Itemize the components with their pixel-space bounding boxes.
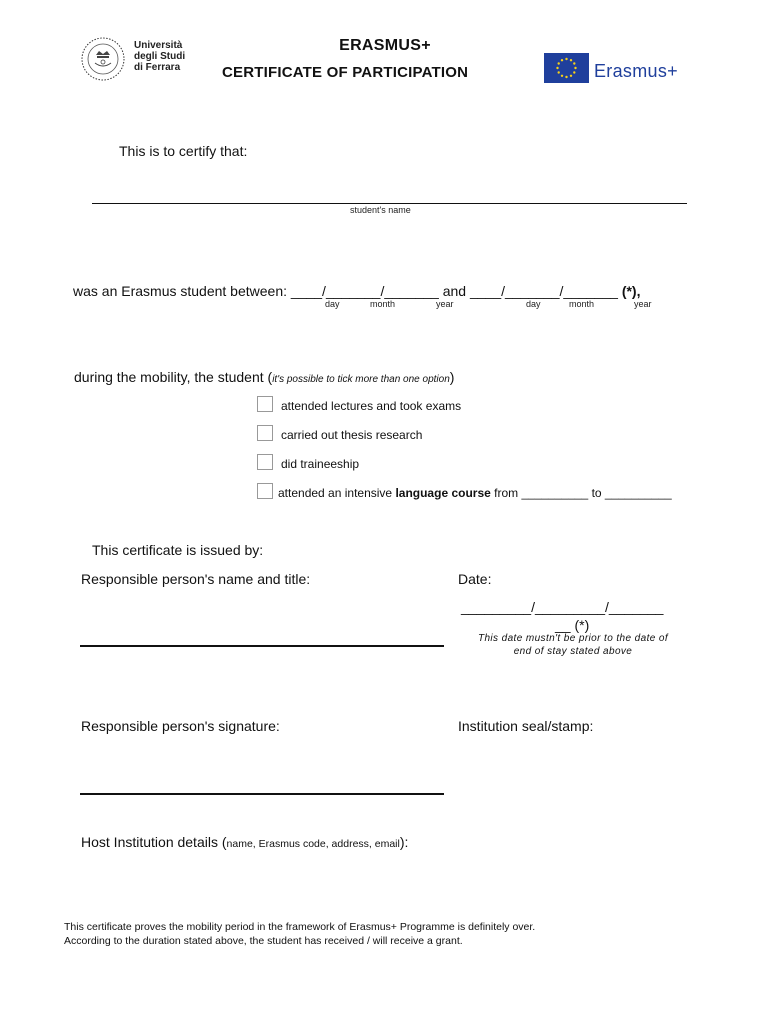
student-name-line[interactable]	[92, 203, 687, 204]
date-blank-end: __ (*)	[555, 617, 590, 633]
language-prefix: attended an intensive	[278, 486, 393, 500]
activities-hint: it's possible to tick more than one option	[272, 374, 450, 385]
issued-by: This certificate is issued by:	[92, 542, 264, 558]
host-institution-label	[81, 834, 408, 850]
host-lead: Host Institution details (	[81, 834, 227, 850]
signature-line[interactable]	[80, 793, 444, 795]
period-and: and	[442, 283, 467, 299]
name-title-line[interactable]	[80, 645, 444, 647]
from-year-label: year	[436, 299, 454, 309]
option-thesis-research: carried out thesis research	[281, 428, 423, 442]
to-day-label: day	[526, 299, 541, 309]
language-from-to[interactable]: from __________ to __________	[494, 486, 672, 500]
activities-lead	[74, 369, 454, 385]
date-note: This date mustn't be prior to the date of end of stay stated above	[477, 633, 669, 657]
option-traineeship: did traineeship	[281, 457, 360, 471]
activities-lead-text: during the mobility, the student (	[74, 369, 273, 385]
certify-intro: This is to certify that:	[119, 143, 248, 159]
university-name: Università degli Studi di Ferrara	[134, 40, 186, 73]
footer-line-2: According to the duration stated above, the student has received / will receive a grant.	[64, 935, 463, 947]
period-prefix: was an Erasmus student between:	[73, 283, 288, 299]
date-blank[interactable]: _________/_________/_______	[461, 599, 664, 615]
seal-label: Institution seal/stamp:	[458, 718, 594, 734]
host-hint: name, Erasmus code, address, email	[226, 838, 400, 850]
checkbox-lectures-exams[interactable]	[257, 396, 273, 412]
to-year-label: year	[634, 299, 652, 309]
option-lectures-exams: attended lectures and took exams	[281, 399, 462, 413]
footer-note	[64, 920, 535, 948]
checkbox-traineeship[interactable]	[257, 454, 273, 470]
language-bold: language course	[395, 486, 491, 500]
title-certificate: CERTIFICATE OF PARTICIPATION	[222, 64, 469, 81]
title-erasmus: ERASMUS+	[339, 37, 431, 54]
checkbox-language-course[interactable]	[257, 483, 273, 499]
eu-flag-icon	[544, 53, 589, 83]
period-to-blank[interactable]: ____/_______/_______	[469, 283, 618, 299]
period-from-blank[interactable]: ____/_______/_______	[290, 283, 439, 299]
option-language-course	[278, 486, 672, 500]
footer-line-1: This certificate proves the mobility period in the framework of Erasmus+ Programme is definitely over.	[64, 921, 536, 933]
erasmus-plus-wordmark: Erasmus+	[594, 61, 678, 81]
name-title-label: Responsible person's name and title:	[81, 571, 311, 587]
checkbox-thesis-research[interactable]	[257, 425, 273, 441]
student-name-caption: student's name	[350, 205, 411, 215]
erasmus-logo	[544, 53, 694, 85]
date-label: Date:	[458, 571, 492, 587]
period-suffix: (*),	[621, 283, 641, 299]
period-line	[73, 283, 640, 299]
from-day-label: day	[325, 299, 340, 309]
host-close: ):	[399, 834, 409, 850]
to-month-label: month	[569, 299, 595, 309]
signature-label: Responsible person's signature:	[81, 718, 280, 734]
activities-lead-close: )	[449, 369, 455, 385]
from-month-label: month	[370, 299, 396, 309]
